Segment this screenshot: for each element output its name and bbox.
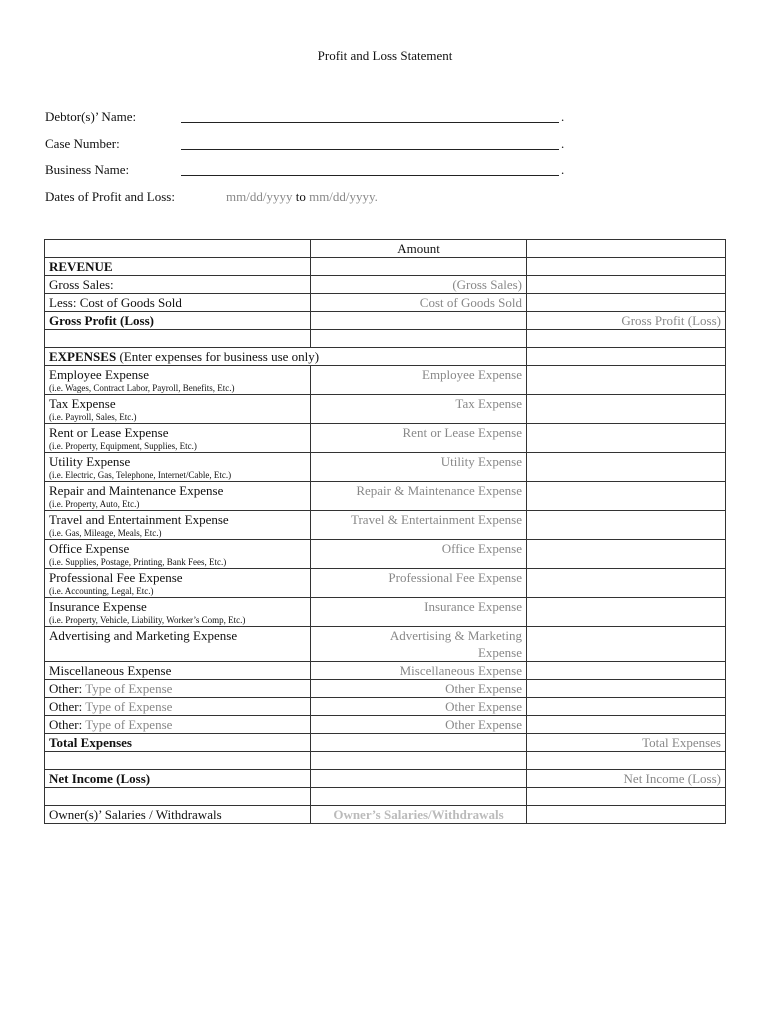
case-number-field[interactable]	[181, 149, 559, 150]
expense-name: Repair and Maintenance Expense	[49, 483, 224, 498]
expense-label	[45, 424, 311, 453]
dates-row	[45, 189, 545, 207]
expense-row	[45, 453, 726, 482]
other-field[interactable]: Other Expense	[311, 680, 527, 698]
expense-row	[45, 540, 726, 569]
dates-label: Dates of Profit and Loss:	[45, 189, 175, 204]
total-expenses-row	[45, 734, 726, 752]
business-name-period: .	[561, 162, 565, 177]
amount-header: Amount	[311, 240, 527, 258]
expense-note: (i.e. Wages, Contract Labor, Payroll, Benefits, Etc.)	[49, 383, 235, 393]
other-prefix: Other:	[49, 699, 83, 714]
expense-row	[45, 569, 726, 598]
expense-field[interactable]: Professional Fee Expense	[311, 569, 527, 598]
advertising-row	[45, 627, 726, 662]
total-expenses-field[interactable]: Total Expenses	[527, 734, 726, 752]
spacer-row	[45, 752, 726, 770]
expense-name: Office Expense	[49, 541, 130, 556]
other-field[interactable]: Other Expense	[311, 698, 527, 716]
expense-label	[45, 569, 311, 598]
expense-note: (i.e. Property, Auto, Etc.)	[49, 499, 140, 509]
expense-field[interactable]: Repair & Maintenance Expense	[311, 482, 527, 511]
advertising-value-line-1: Advertising & Marketing	[389, 628, 522, 643]
page-title: Profit and Loss Statement	[317, 48, 453, 63]
net-income-row	[45, 770, 726, 788]
expenses-heading-title: EXPENSES	[49, 349, 117, 364]
expense-label	[45, 511, 311, 540]
other-label	[45, 716, 311, 734]
table-header-row	[45, 240, 726, 258]
expense-label	[45, 366, 311, 395]
debtor-name-period: .	[561, 109, 565, 124]
expense-note: (i.e. Property, Vehicle, Liability, Worker’s Comp, Etc.)	[49, 615, 246, 625]
date-to-text: to	[295, 189, 306, 204]
business-name-label: Business Name:	[45, 162, 130, 177]
expense-name: Insurance Expense	[49, 599, 147, 614]
expenses-heading	[45, 348, 527, 366]
other-prefix: Other:	[49, 681, 83, 696]
profit-loss-table	[44, 239, 726, 824]
expense-row	[45, 511, 726, 540]
case-number-label: Case Number:	[45, 136, 120, 151]
debtor-name-label: Debtor(s)’ Name:	[45, 109, 137, 124]
expense-note: (i.e. Gas, Mileage, Meals, Etc.)	[49, 528, 162, 538]
expense-row	[45, 482, 726, 511]
expense-field[interactable]: Tax Expense	[311, 395, 527, 424]
advertising-value-line-2: Expense	[477, 645, 522, 660]
expense-row	[45, 395, 726, 424]
date-end-field[interactable]: mm/dd/yyyy.	[309, 189, 378, 204]
other-label	[45, 680, 311, 698]
expense-row	[45, 598, 726, 627]
dates-value	[226, 189, 378, 205]
expenses-heading-row	[45, 348, 726, 366]
expense-name: Tax Expense	[49, 396, 116, 411]
date-start-field[interactable]: mm/dd/yyyy	[226, 189, 293, 204]
expense-label	[45, 395, 311, 424]
gross-sales-row	[45, 276, 726, 294]
expense-label	[45, 540, 311, 569]
revenue-heading: REVENUE	[45, 258, 311, 276]
revenue-heading-row	[45, 258, 726, 276]
other-row	[45, 698, 726, 716]
other-row	[45, 716, 726, 734]
net-income-label: Net Income (Loss)	[45, 770, 311, 788]
total-expenses-label: Total Expenses	[45, 734, 311, 752]
spacer-row	[45, 330, 726, 348]
other-row	[45, 680, 726, 698]
owner-salaries-label: Owner(s)’ Salaries / Withdrawals	[45, 806, 311, 824]
expense-field[interactable]: Office Expense	[311, 540, 527, 569]
gross-sales-label: Gross Sales:	[45, 276, 311, 294]
misc-label: Miscellaneous Expense	[45, 662, 311, 680]
owner-salaries-row	[45, 806, 726, 824]
expense-note: (i.e. Property, Equipment, Supplies, Etc.)	[49, 441, 197, 451]
misc-row	[45, 662, 726, 680]
other-type-field[interactable]: Type of Expense	[85, 717, 173, 732]
expense-note: (i.e. Accounting, Legal, Etc.)	[49, 586, 154, 596]
expense-note: (i.e. Supplies, Postage, Printing, Bank Fees, Etc.)	[49, 557, 227, 567]
expense-name: Utility Expense	[49, 454, 131, 469]
other-type-field[interactable]: Type of Expense	[85, 699, 173, 714]
expense-name: Employee Expense	[49, 367, 149, 382]
expense-field[interactable]: Utility Expense	[311, 453, 527, 482]
expense-field[interactable]: Insurance Expense	[311, 598, 527, 627]
expense-row	[45, 366, 726, 395]
gross-sales-field[interactable]: (Gross Sales)	[311, 276, 527, 294]
cogs-field[interactable]: Cost of Goods Sold	[311, 294, 527, 312]
misc-field[interactable]: Miscellaneous Expense	[311, 662, 527, 680]
expense-name: Travel and Entertainment Expense	[49, 512, 229, 527]
expense-field[interactable]: Rent or Lease Expense	[311, 424, 527, 453]
advertising-label: Advertising and Marketing Expense	[45, 627, 311, 662]
other-field[interactable]: Other Expense	[311, 716, 527, 734]
advertising-field[interactable]	[311, 627, 527, 662]
expense-label	[45, 482, 311, 511]
gross-profit-label: Gross Profit (Loss)	[45, 312, 311, 330]
cogs-row	[45, 294, 726, 312]
cogs-label: Less: Cost of Goods Sold	[45, 294, 311, 312]
expense-name: Rent or Lease Expense	[49, 425, 169, 440]
expense-label	[45, 598, 311, 627]
net-income-field[interactable]: Net Income (Loss)	[527, 770, 726, 788]
expense-name: Professional Fee Expense	[49, 570, 183, 585]
gross-profit-field[interactable]: Gross Profit (Loss)	[527, 312, 726, 330]
expenses-heading-note: (Enter expenses for business use only)	[116, 349, 320, 364]
other-type-field[interactable]: Type of Expense	[85, 681, 173, 696]
expense-field[interactable]: Travel & Entertainment Expense	[311, 511, 527, 540]
expense-note: (i.e. Electric, Gas, Telephone, Internet/Cable, Etc.)	[49, 470, 232, 480]
case-number-period: .	[561, 136, 565, 151]
debtor-name-field[interactable]	[181, 122, 559, 123]
expense-note: (i.e. Payroll, Sales, Etc.)	[49, 412, 137, 422]
owner-salaries-field[interactable]: Owner’s Salaries/Withdrawals	[311, 806, 527, 824]
expense-field[interactable]: Employee Expense	[311, 366, 527, 395]
business-name-field[interactable]	[181, 175, 559, 176]
other-prefix: Other:	[49, 717, 83, 732]
expense-row	[45, 424, 726, 453]
spacer-row	[45, 788, 726, 806]
gross-profit-row	[45, 312, 726, 330]
other-label	[45, 698, 311, 716]
expense-label	[45, 453, 311, 482]
